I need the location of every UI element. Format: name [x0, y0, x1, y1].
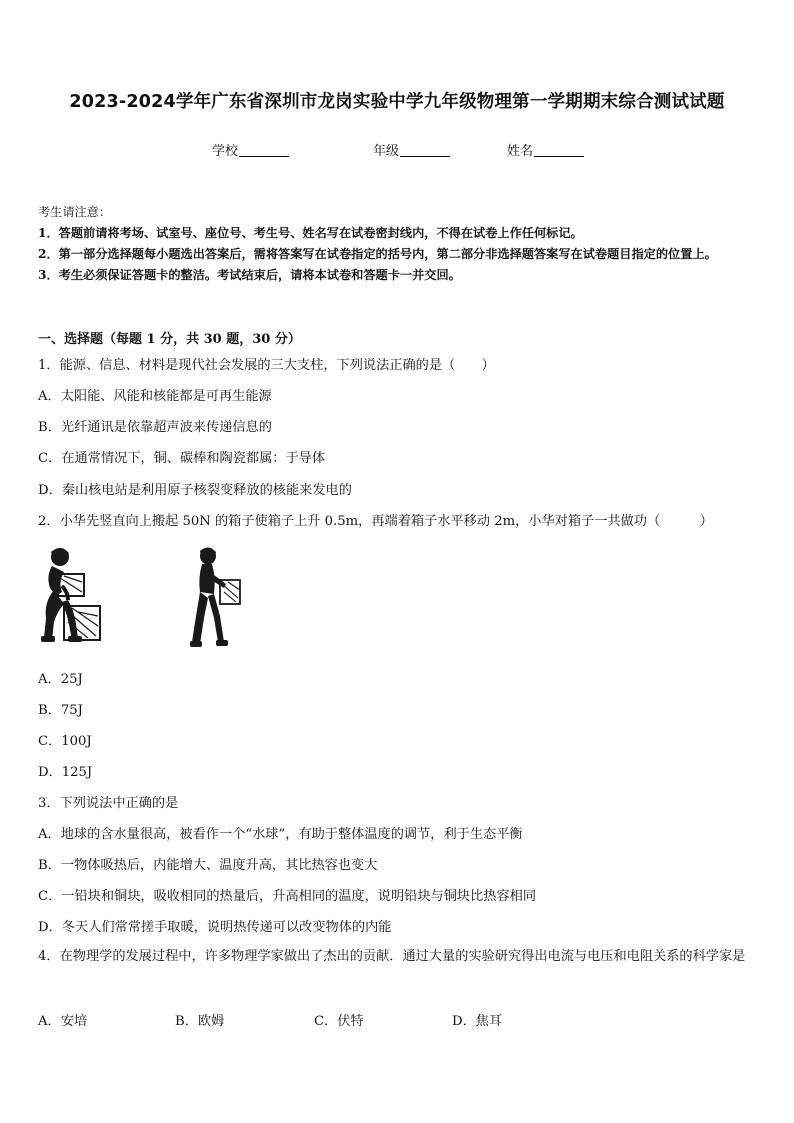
exam-title: 2023-2024学年广东省深圳市龙岗实验中学九年级物理第一学期期末综合测试试题 [69, 92, 725, 112]
notice-title: 考生请注意： [38, 205, 112, 219]
question-1-option-c[interactable]: C．在通常情况下，铜、碳棒和陶瓷都属：于导体 [38, 451, 326, 466]
question-3-option-d[interactable]: D．冬天人们常常搓手取暖，说明热传递可以改变物体的内能 [38, 920, 392, 935]
question-4-options [38, 1010, 638, 1030]
question-3-stem: 3．下列说法中正确的是 [38, 796, 179, 811]
person-lifting-box-figure [38, 546, 108, 648]
school-field[interactable] [212, 140, 289, 159]
question-2-option-c[interactable]: C．100J [38, 734, 92, 749]
question-2-option-d[interactable]: D．125J [38, 765, 93, 780]
exam-notice [38, 202, 760, 286]
question-4-option-a[interactable]: A．安培 [38, 1014, 88, 1029]
question-3-option-b[interactable]: B．一物体吸热后，内能增大、温度升高，其比热容也变大 [38, 858, 378, 873]
notice-item: 2．第一部分选择题每小题选出答案后，需将答案写在试卷指定的括号内，第二部分非选择题答案写在试卷题目指定的位置上。 [38, 247, 717, 261]
person-carrying-box-figure [188, 546, 248, 650]
question-4-stem: 4．在物理学的发展过程中，许多物理学家做出了杰出的贡献．通过大量的实验研究得出电流与电压和电阻关系的科学家是 [38, 949, 746, 964]
grade-label: 年级 [373, 144, 400, 159]
notice-item: 1．答题前请将考场、试室号、座位号、考生号、姓名写在试卷密封线内，不得在试卷上作任何标记。 [38, 226, 583, 240]
grade-blank[interactable] [400, 143, 450, 157]
section-heading: 一、选择题（每题 1 分，共 30 题，30 分） [38, 332, 301, 347]
question-3-option-a[interactable]: A．地球的含水量很高，被看作一个“水球”，有助于整体温度的调节，利于生态平衡 [38, 827, 523, 842]
name-blank[interactable] [534, 143, 584, 157]
school-blank[interactable] [239, 143, 289, 157]
question-1-option-d[interactable]: D．秦山核电站是利用原子核裂变释放的核能来发电的 [38, 483, 352, 498]
school-label: 学校 [212, 144, 239, 159]
question-3-option-c[interactable]: C．一铅块和铜块，吸收相同的热量后，升高相同的温度，说明铅块与铜块比热容相同 [38, 889, 537, 904]
name-label: 姓名 [507, 144, 534, 159]
name-field[interactable] [507, 140, 584, 159]
question-2-stem: 2．小华先竖直向上搬起 50N 的箱子使箱子上升 0.5m，再端着箱子水平移动 2m，小华对箱子一共做功（ ） [38, 514, 713, 529]
question-4-option-b[interactable]: B．欧姆 [175, 1014, 225, 1029]
student-info-fields [0, 140, 794, 160]
question-1-option-b[interactable]: B．光纤通讯是依靠超声波来传递信息的 [38, 420, 272, 435]
question-1-option-a[interactable]: A．太阳能、风能和核能都是可再生能源 [38, 389, 272, 404]
question-4-option-d[interactable]: D．焦耳 [452, 1014, 503, 1029]
question-2-option-a[interactable]: A．25J [38, 672, 83, 687]
question-1-stem: 1．能源、信息、材料是现代社会发展的三大支柱，下列说法正确的是（ ） [38, 358, 495, 373]
grade-field[interactable] [373, 140, 450, 159]
notice-item: 3．考生必须保证答题卡的整洁。考试结束后，请将本试卷和答题卡一并交回。 [38, 268, 461, 282]
question-2-option-b[interactable]: B．75J [38, 703, 83, 718]
question-4-option-c[interactable]: C．伏特 [314, 1014, 364, 1029]
